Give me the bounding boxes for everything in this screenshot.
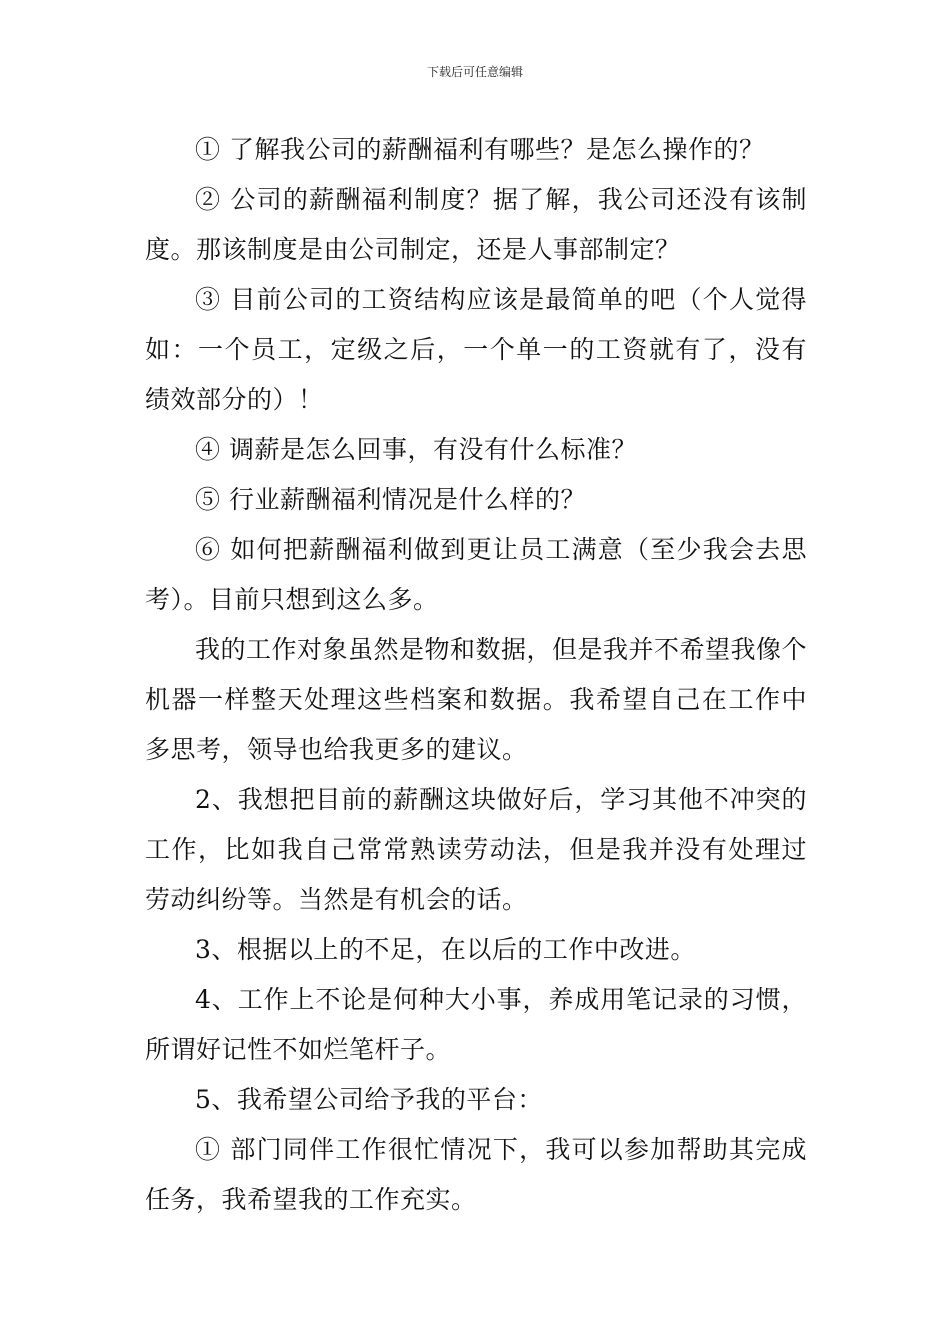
paragraph-11: 5、我希望公司给予我的平台： [195, 1085, 543, 1114]
paragraph-6: ⑥ 如何把薪酬福利做到更让员工满意（至少我会去思考）。目前只想到这么多。 [145, 535, 807, 614]
paragraph-7: 我的工作对象虽然是物和数据，但是我并不希望我像个机器一样整天处理这些档案和数据。我希望自己在工作中多思考，领导也给我更多的建议。 [145, 635, 808, 764]
paragraph-8: 2、我想把目前的薪酬这块做好后，学习其他不冲突的工作，比如我自己常常熟读劳动法，但是我并没有处理过劳动纠纷等。当然是有机会的话。 [145, 785, 807, 914]
paragraph-5: ⑤ 行业薪酬福利情况是什么样的？ [195, 485, 586, 514]
document-body [145, 125, 807, 1225]
paragraph-3: ③ 目前公司的工资结构应该是最简单的吧（个人觉得如：一个员工，定级之后，一个单一的工资就有了，没有绩效部分的）！ [145, 285, 807, 414]
page-header: 下载后可任意编辑 [426, 65, 523, 79]
paragraph-12: ① 部门同伴工作很忙情况下，我可以参加帮助其完成任务，我希望我的工作充实。 [145, 1135, 807, 1214]
paragraph-2: ② 公司的薪酬福利制度？据了解，我公司还没有该制度。那该制度是由公司制定，还是人事部制定？ [145, 185, 807, 264]
paragraph-10: 4、工作上不论是何种大小事，养成用笔记录的习惯，所谓好记性不如烂笔杆子。 [145, 985, 807, 1064]
paragraph-1: ① 了解我公司的薪酬福利有哪些？是怎么操作的？ [195, 135, 765, 164]
paragraph-9: 3、根据以上的不足，在以后的工作中改进。 [195, 935, 696, 964]
paragraph-4: ④ 调薪是怎么回事，有没有什么标准？ [195, 435, 637, 464]
